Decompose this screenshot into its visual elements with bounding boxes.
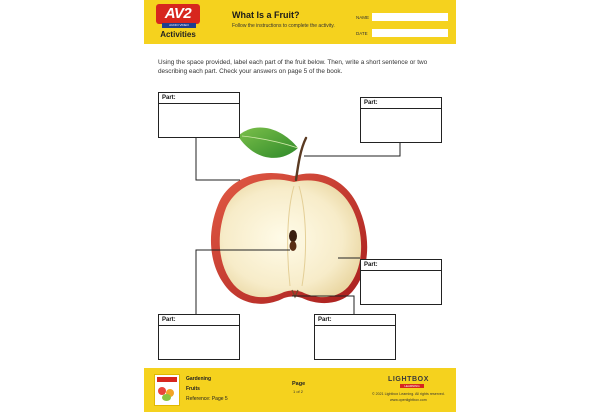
part-answer-area[interactable] (315, 326, 395, 360)
website-link[interactable]: www.openlightbox.com (390, 398, 427, 402)
page-title: What Is a Fruit? (232, 10, 300, 20)
part-box-skin[interactable] (360, 259, 442, 305)
part-answer-area[interactable] (159, 326, 239, 360)
part-label: Part: (159, 315, 239, 326)
date-label: DATE (356, 31, 368, 36)
page-subtitle: Follow the instructions to complete the activity. (232, 23, 335, 29)
page-label: Page (292, 381, 306, 387)
lightbox-logo-sub: LEARNING (400, 384, 424, 388)
part-label: Part: (361, 260, 441, 271)
book-cover-icon (154, 374, 180, 406)
worksheet (144, 0, 456, 412)
part-box-leaf[interactable] (158, 92, 240, 138)
name-label: NAME (356, 15, 370, 20)
instructions-text: Using the space provided, label each part of the fruit below. Then, write a short sentence or two describing each part. Check your answers on page 5 of the book. (158, 59, 428, 75)
part-answer-area[interactable] (159, 104, 239, 138)
part-answer-area[interactable] (361, 109, 441, 143)
reference-text: Reference: Page 5 (186, 396, 228, 402)
logo-badge: AV2 (156, 4, 200, 24)
part-box-flesh[interactable] (314, 314, 396, 360)
book-title: Fruits (186, 386, 200, 392)
book-topic: Gardening (186, 376, 212, 382)
page-number: 1 of 2 (293, 389, 304, 394)
lightbox-logo: LIGHTBOX (388, 376, 429, 383)
part-box-stem[interactable] (360, 97, 442, 143)
part-label: Part: (361, 98, 441, 109)
footer-bar (144, 368, 456, 412)
copyright-text: © 2021 Lightbox Learning. All rights reserved. (372, 392, 445, 396)
part-box-seed[interactable] (158, 314, 240, 360)
part-label: Part: (159, 93, 239, 104)
part-label: Part: (315, 315, 395, 326)
section-label: Activities (160, 30, 196, 39)
logo-subtext: AUDIO VIDEO (162, 23, 196, 28)
part-answer-area[interactable] (361, 271, 441, 305)
